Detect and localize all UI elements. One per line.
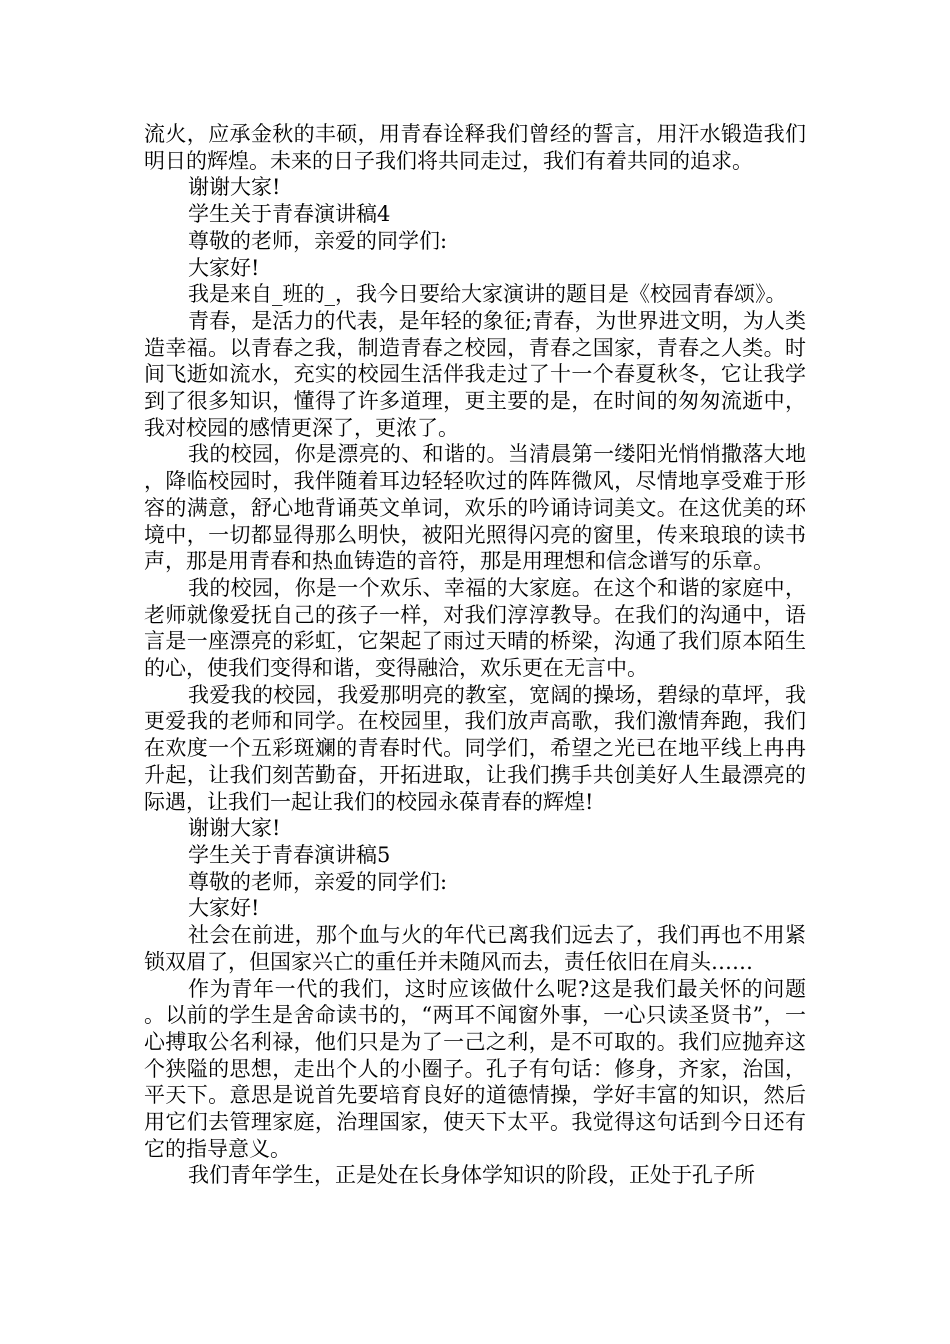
document-page	[144, 121, 806, 1189]
greeting: 大家好!	[188, 255, 260, 280]
paragraph-6: 我是来自_班的_，我今日要给大家演讲的题目是《校园青春颂》。	[188, 282, 787, 307]
paragraph-11: 谢谢大家!	[188, 816, 281, 841]
paragraph-17: 我们青年学生，正是处在长身体学知识的阶段，正处于孔子所	[188, 1163, 755, 1188]
salutation-2: 尊敬的老师，亲爱的同学们:	[188, 869, 448, 894]
salutation: 尊敬的老师，亲爱的同学们:	[188, 228, 448, 253]
greeting-2: 大家好!	[188, 896, 260, 921]
paragraph-7: 青春，是活力的代表，是年轻的象征;青春，为世界进文明，为人类造幸福。以青春之我，制造青春之校园，青春之国家，青春之人类。时间飞逝如流水，充实的校园生活伴我走过了十一个春夏秋冬，它让我学到了很多知识，懂得了许多道理，更主要的是，在时间的匆匆流逝中，我对校园的感情更深了，更浓了。	[144, 308, 806, 440]
paragraph-8: 我的校园，你是漂亮的、和谐的。当清晨第一缕阳光悄悄撒落大地，降临校园时，我伴随着耳边轻轻吹过的阵阵微风，尽情地享受难于形容的满意，舒心地背诵英文单词，欢乐的吟诵诗词美文。在这优美的环境中，一切都显得那么明快，被阳光照得闪亮的窗里，传来琅琅的读书声，那是用青春和热血铸造的音符，那是用理想和信念谱写的乐章。	[144, 442, 806, 574]
paragraph-16: 作为青年一代的我们，这时应该做什么呢?这是我们最关怀的问题。以前的学生是舍命读书的，“两耳不闻窗外事，一心只读圣贤书”，一心搏取公名利禄，他们只是为了一己之利，是不可取的。我们应抛弃这个狭隘的思想，走出个人的小圈子。孔子有句话：修身，齐家，治国，平天下。意思是说首先要培育良好的道德情操，学好丰富的知识，然后用它们去管理家庭，治理国家，使天下太平。我觉得这句话到今日还有它的指导意义。	[144, 976, 806, 1161]
paragraph-10: 我爱我的校园，我爱那明亮的教室，宽阔的操场，碧绿的草坪，我更爱我的老师和同学。在校园里，我们放声高歌，我们激情奔跑，我们在欢度一个五彩斑斓的青春时代。同学们，希望之光已在地平线上冉冉升起，让我们刻苦勤奋，开拓进取，让我们携手共创美好人生最漂亮的际遇，让我们一起让我们的校园永葆青春的辉煌!	[144, 682, 806, 814]
section-heading-4: 学生关于青春演讲稿4	[188, 202, 391, 227]
paragraph-9: 我的校园，你是一个欢乐、幸福的大家庭。在这个和谐的家庭中，老师就像爱抚自己的孩子一样，对我们淳淳教导。在我们的沟通中，语言是一座漂亮的彩虹，它架起了雨过天晴的桥梁，沟通了我们原本陌生的心，使我们变得和谐，变得融洽，欢乐更在无言中。	[144, 575, 806, 681]
paragraph-1: 流火，应承金秋的丰硕，用青春诠释我们曾经的誓言，用汗水锻造我们明日的辉煌。未来的日子我们将共同走过，我们有着共同的追求。	[144, 122, 806, 173]
paragraph-15: 社会在前进，那个血与火的年代已离我们远去了，我们再也不用紧锁双眉了，但国家兴亡的重任并未随风而去，责任依旧在肩头……	[144, 923, 806, 974]
section-heading-5: 学生关于青春演讲稿5	[188, 842, 391, 867]
paragraph-2: 谢谢大家!	[188, 175, 281, 200]
